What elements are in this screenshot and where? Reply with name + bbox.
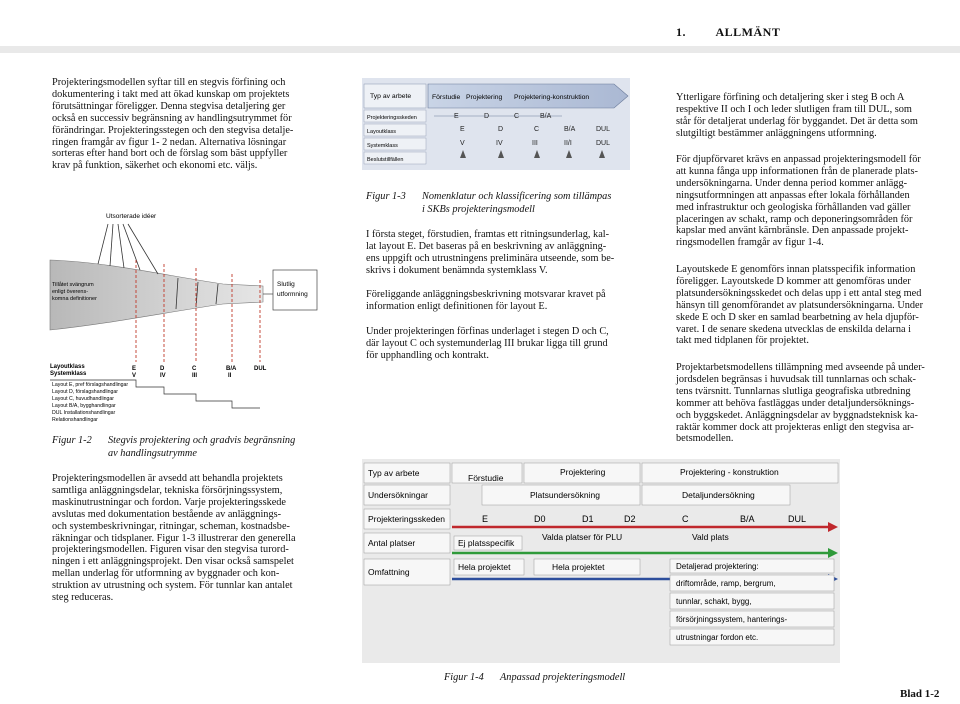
- step-iv-label: IV: [160, 373, 166, 379]
- fig13-row-skeden: Projekteringsskeden: [367, 115, 417, 121]
- step-c-label: C: [192, 366, 197, 372]
- sorted-ideas-label: Utsorterade idéer: [106, 213, 157, 220]
- funnel-shape: [50, 260, 263, 330]
- page-number: Blad 1-2: [900, 688, 940, 700]
- step-ii-label: II: [228, 373, 232, 379]
- fig14-hela-projektet-1: Hela projektet: [458, 562, 511, 572]
- fig13-forstudie: Förstudie: [432, 94, 461, 101]
- fig14-stage-ba: B/A: [740, 514, 755, 524]
- right-paragraph-3: Layoutskede E genomförs innan platsspecifik information föreligger. Layoutskede D kommer att genomföras under platsundersökningsskedet och delas upp i ett antal steg med hänsyn till genomförandet av platsundersökningarna. Under skede E och D sker en samlad bearbetning av hela djupför- varet. I de senare skedena utvecklas de enskilda delarna i takt med tidplanen för projektet.: [676, 264, 924, 347]
- body-paragraph: Projekteringsmodellen är avsedd att behandla projektets samtliga anläggningsdelar, tekniska försörjningssystem, maskinutrustningar och fordon. Varje projekteringsskede avslutas med dokumentation bestående av anläggnings- och systembeskrivningar, ritningar, scheman, kostnadsbe- räkningar och tidsplaner. Figur 1-3 illustrerar den generella projekteringsmodellen. Figuren visar den stegvisa turord- ningen i ett anläggningsprojekt. Den visar också samspelet mellan underlag för utformning av byggnader och kon- struktion av utrustning och system. För tunnlar kan antalet steg reduceras.: [52, 473, 296, 604]
- allowed-space-label-3: komna definitioner: [52, 296, 97, 302]
- fig13-layout-dul: DUL: [596, 126, 611, 133]
- fig14-stage-e: E: [482, 514, 489, 524]
- stair-label-6: Relationshandlingar: [52, 417, 98, 423]
- fig14-hela-projektet-2: Hela projektet: [552, 562, 605, 572]
- middle-paragraph-1: I första steget, förstudien, framtas ett ritningsunderlag, kal- lat layout E. Det baseras på en beskrivning av anläggning- ens uppgift och utrustningens preliminära utseende, som be- skrivs i dokument benämnda systemklass V.: [366, 229, 615, 276]
- chapter-number: 1.: [676, 25, 686, 39]
- right-paragraph-2: För djupförvaret krävs en anpassad projekteringsmodell för att kunna fånga upp informationen från de planerade plats- undersökningarna. Under denna period kommer anlägg- ningsutformningen att anpassas efter lokala förhållanden med infrastruktur och geologiska förhållanden vad gäller placeringen av schakt, ramp och deponeringsområden för kapslar med använt kärnbränsle. Den anpassade projekt- ringsmodellen framgår av figur 1-4.: [676, 154, 921, 249]
- fig14-detail-5: utrustningar fordon etc.: [676, 633, 759, 642]
- fig13-stage-c: C: [514, 113, 520, 120]
- middle-paragraph-2: Föreliggande anläggningsbeskrivning motsvarar kravet på information enligt definitionen för layout E.: [366, 289, 606, 312]
- fig14-row-type: Typ av arbete: [368, 468, 420, 478]
- stair-label-3: Layout C, huvudhandlingar: [52, 396, 115, 402]
- figure-1-4: [362, 459, 840, 663]
- systemklass-label: Systemklass: [50, 371, 87, 377]
- figure-1-3-caption: Figur 1-3 Nomenklatur och klassificering som tillämpas i SKBs projekteringsmodell: [366, 191, 612, 215]
- fig13-layout-d: D: [498, 126, 504, 133]
- fig13-stage-e: E: [454, 113, 459, 120]
- final-design-label-2: utformning: [277, 291, 308, 298]
- stair-label-4: Layout B/A, bygghandlingar: [52, 403, 116, 409]
- fig14-row-skeden: Projekteringsskeden: [368, 514, 446, 524]
- fig14-valda-platser: Valda platser för PLU: [542, 532, 623, 542]
- figure-1-4-caption: Figur 1-4 Anpassad projekteringsmodell: [444, 672, 626, 683]
- fig13-layout-c: C: [534, 126, 540, 133]
- stair-label-2: Layout D, förslagshandlingar: [52, 389, 119, 395]
- fig13-system-ii: II/I: [564, 140, 572, 147]
- fig14-stage-dul: DUL: [788, 514, 807, 524]
- fig13-row-layout: Layoutklass: [367, 129, 397, 135]
- fig14-row-antal: Antal platser: [368, 538, 416, 548]
- fig13-system-v: V: [460, 140, 465, 147]
- figure-1-2-caption: Figur 1-2 Stegvis projektering och gradvis begränsning av handlingsutrymme: [52, 435, 296, 459]
- right-paragraph-1: Ytterligare förfining och detaljering sker i steg B och A respektive II och I och leder slutligen fram till DUL, som står för detaljerat underlag för byggandet. Det är detta som slutgiltigt bestämmer anläggningens utformning.: [676, 92, 918, 139]
- step-dul-label: DUL: [254, 366, 267, 372]
- fig13-konstruktion: Projektering-konstruktion: [514, 94, 590, 101]
- fig14-ej-platsspecifik: Ej platsspecifik: [458, 538, 515, 548]
- step-iii-label: III: [192, 373, 198, 379]
- fig14-platsundersokning: Platsundersökning: [530, 490, 600, 500]
- allowed-space-label-2: enligt överens-: [52, 289, 89, 295]
- layoutklass-label: Layoutklass: [50, 364, 85, 370]
- fig14-detail-1: Detaljerad projektering:: [676, 562, 759, 571]
- fig14-detail-2: driftområde, ramp, bergrum,: [676, 579, 776, 588]
- fig13-system-dul: DUL: [596, 140, 611, 147]
- fig14-vald-plats: Vald plats: [692, 532, 729, 542]
- right-paragraph-4: Projektarbetsmodellens tillämpning med avseende på under- jordsdelen begränsas i huvudsak till tunnlarnas och schak- tens tvärsnitt. Tunnlarnas slutliga geografiska utbredning kommer att behöva fastläggas under detaljundersöknings- och byggskedet. Anläggningsdelar av byggnadsteknisk ka- raktär kommer dock att projekteras enligt den stegvisa ar- betsmodellen.: [676, 362, 925, 445]
- fig14-row-und: Undersökningar: [368, 490, 429, 500]
- stair-label-1: Layout E, pref förslagshandlingar: [52, 382, 129, 388]
- fig13-stage-d: D: [484, 113, 490, 120]
- fig13-system-iii: III: [532, 140, 538, 147]
- middle-paragraph-3: Under projekteringen förfinas underlaget i stegen D och C, där layout C och systemunderlag III brukar ligga till grund för upphandling och kontrakt.: [366, 326, 609, 361]
- fig13-layout-e: E: [460, 126, 465, 133]
- fig14-stage-d1: D1: [582, 514, 594, 524]
- fig14-stage-c: C: [682, 514, 689, 524]
- fig13-stage-ba: B/A: [540, 113, 552, 120]
- fig14-detail-4: försörjningssystem, hanterings-: [676, 615, 788, 624]
- figure-1-2: [48, 204, 324, 426]
- stair-label-5: DUL Installationshandlingar: [52, 410, 116, 416]
- fig13-system-iv: IV: [496, 140, 503, 147]
- fig14-detail-3: tunnlar, schakt, bygg,: [676, 597, 752, 606]
- fig14-projektering: Projektering: [560, 467, 606, 477]
- page-header: [676, 25, 780, 40]
- fig14-row-omf: Omfattning: [368, 567, 410, 577]
- fig13-row-beslut: Beslutstillfällen: [367, 157, 404, 163]
- step-v-label: V: [132, 373, 137, 379]
- fig14-forstudie: Förstudie: [468, 473, 504, 483]
- fig13-layout-ba: B/A: [564, 126, 576, 133]
- fig13-row-system: Systemklass: [367, 143, 398, 149]
- fig14-detaljundersokning: Detaljundersökning: [682, 490, 755, 500]
- figure-1-3: [362, 78, 630, 170]
- fig14-konstruktion: Projektering - konstruktion: [680, 467, 779, 477]
- final-design-box: [273, 270, 317, 310]
- step-ba-label: B/A: [226, 366, 237, 372]
- fig14-stage-d0: D0: [534, 514, 546, 524]
- chapter-title: ALLMÄNT: [715, 25, 781, 39]
- fig14-stage-d2: D2: [624, 514, 636, 524]
- header-rule: [0, 46, 960, 53]
- step-d-label: D: [160, 366, 165, 372]
- step-e-label: E: [132, 366, 137, 372]
- final-design-label-1: Slutlig: [277, 281, 295, 288]
- fig13-type-label: Typ av arbete: [370, 93, 412, 100]
- fig13-projektering: Projektering: [466, 94, 503, 101]
- allowed-space-label-1: Tillåtet svängrum: [52, 282, 94, 288]
- intro-paragraph: Projekteringsmodellen syftar till en stegvis förfining och dokumentering i takt med att ökad kunskap om projektets förutsättningar föreligger. Denna stegvisa detaljering ger också en successiv begränsning av handlingsutrymmet för förändringar. Projekteringsstegen och den stegvisa detalje- ringen framgår av figur 1- 2 nedan. Alternativa lösningar sorteras efter hand bort och de förslag som bäst uppfyller krav på funktion, säkerhet och ekonomi etc. väljs.: [52, 77, 294, 172]
